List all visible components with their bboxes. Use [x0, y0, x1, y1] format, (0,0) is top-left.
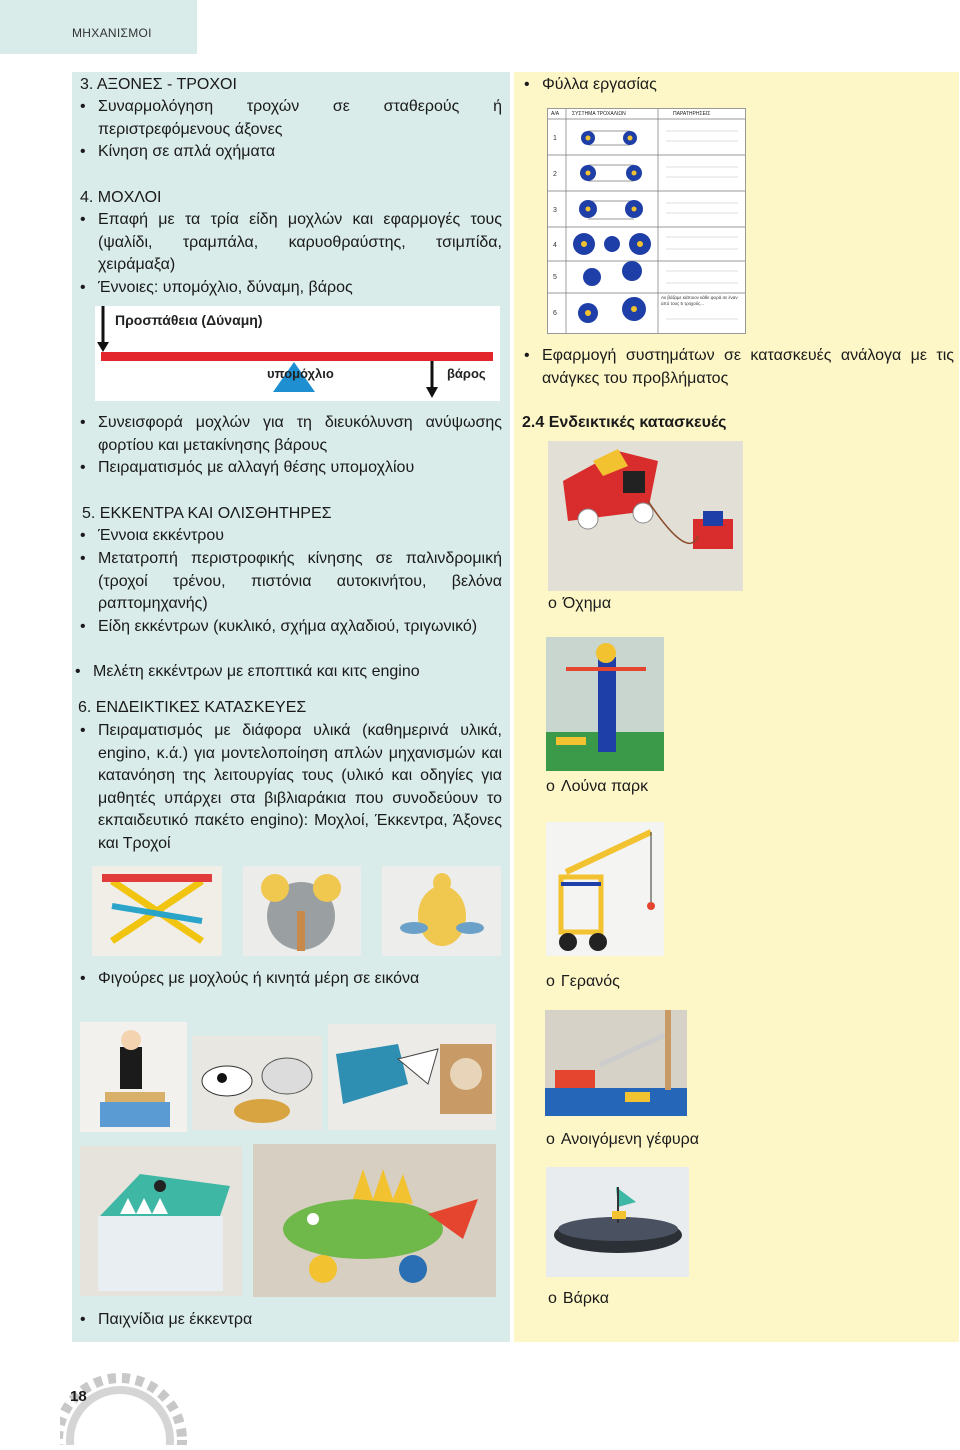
worksheet-image: [547, 108, 746, 334]
worksheet-row-5: 5: [553, 274, 557, 281]
section-5-bullet-4: • Μελέτη εκκέντρων με εποπτικά και κιτς engino: [93, 661, 503, 684]
constructions-heading: 2.4 Ενδεικτικές κατασκευές: [522, 414, 727, 431]
application-bullet: • Εφαρμογή συστημάτων σε κατασκευές ανάλογα με τις ανάγκες του προβλήματος: [542, 345, 954, 390]
section-4-bullet-3: • Συνεισφορά μοχλών για τη διευκόλυνση ανύψωσης φορτίου και μετακίνησης βάρους: [98, 412, 502, 457]
section-3-bullet-2: • Κίνηση σε απλά οχήματα: [98, 141, 502, 164]
amusement-park-photo: [546, 637, 664, 771]
item-vehicle: o Όχημα: [548, 595, 612, 612]
boat-photo: [546, 1167, 689, 1277]
item-amusement-park-label: Λούνα παρκ: [560, 778, 649, 795]
bear-figure-photo: [243, 866, 361, 956]
worksheets-bullet: • Φύλλα εργασίας: [542, 74, 952, 97]
section-4-bullet-4: • Πειραματισμός με αλλαγή θέσης υπομοχλίου: [98, 457, 502, 480]
section-title: ΜΗΧΑΝΙΣΜΟΙ: [72, 26, 152, 40]
worksheet-note: Αν βάζαμε κάποιον κάθε φορά σε έναν από τους 5 τροχούς...: [661, 295, 738, 306]
item-boat-label: Βάρκα: [562, 1290, 609, 1307]
item-crane: o Γερανός: [546, 973, 620, 990]
section-5-bullet-1: • Έννοια εκκέντρου: [98, 525, 502, 548]
item-opening-bridge: o Ανοιγόμενη γέφυρα: [546, 1131, 699, 1148]
section-4-title: 4. ΜΟΧΛΟΙ: [80, 189, 162, 206]
worksheet-row-6: 6: [553, 310, 557, 317]
section-5-bullet-2: • Μετατροπή περιστροφικής κίνησης σε παλινδρομική (τροχοί τρένου, πιστόνια αυτοκινήτου, βελόνα ραπτομηχανής): [98, 548, 502, 616]
crocodile-box-photo: [80, 1146, 242, 1296]
opening-bridge-photo: [545, 1010, 687, 1116]
section-5-bullet-3: • Είδη εκκέντρων (κυκλικό, σχήμα αχλαδιού, τριγωνικό): [98, 616, 502, 639]
businessman-figure-photo: [80, 1022, 187, 1132]
item-vehicle-label: Όχημα: [562, 595, 612, 612]
worksheet-col-notes: ΠΑΡΑΤΗΡΗΣΕΙΣ: [673, 111, 711, 117]
item-crane-label: Γερανός: [560, 973, 620, 990]
scissor-lift-photo: [92, 866, 222, 956]
fulcrum-label: υπομόχλιο: [267, 366, 334, 381]
section-6-title: 6. ΕΝΔΕΙΚΤΙΚΕΣ ΚΑΤΑΣΚΕΥΕΣ: [78, 699, 307, 716]
section-6-bullet-1: • Πειραματισμός με διάφορα υλικά (καθημερινά υλικά, engino, κ.ά.) για μοντελοποίηση απλών μηχανισμών και κατανόηση της λειτουργίας τους (υλικό και οδηγίες για μαθητές υπάρχει στα βιβλιαράκια που συνοδεύουν το εκπαιδευτικό πακέτο engino): Μοχλοί, Έκκεντρα, Άξονες και Τροχοί: [98, 720, 502, 855]
section-4-bullet-2: • Έννοιες: υπομόχλιο, δύναμη, βάρος: [98, 277, 502, 300]
worksheet-row-3: 3: [553, 207, 557, 214]
dragon-monkey-toys-photo: [328, 1024, 496, 1130]
lever-diagram: [95, 306, 500, 401]
load-label: βάρος: [447, 366, 486, 381]
vehicle-photo: [548, 441, 743, 591]
section-5-title: 5. ΕΚΚΕΝΤΡΑ ΚΑΙ ΟΛΙΣΘΗΤΗΡΕΣ: [82, 505, 332, 522]
section-3-title: 3. ΑΞΟΝΕΣ - ΤΡΟΧΟΙ: [80, 76, 237, 93]
worksheet-col-number: Α/Α: [551, 111, 560, 117]
section-header-tab: [0, 0, 197, 54]
page-number: 18: [70, 1388, 87, 1405]
item-opening-bridge-label: Ανοιγόμενη γέφυρα: [560, 1131, 699, 1148]
section-4-bullet-1: • Επαφή με τα τρία είδη μοχλών και εφαρμογές τους (ψαλίδι, τραμπάλα, καρυοθραύστης, τσιμπίδα, χειράμαξα): [98, 209, 502, 277]
item-amusement-park: o Λούνα παρκ: [546, 778, 649, 795]
effort-label: Προσπάθεια (Δύναμη): [115, 312, 263, 328]
section-3-bullet-1: • Συναρμολόγηση τροχών σε σταθερούς ή περιστρεφόμενους άξονες: [98, 96, 502, 141]
animal-toys-photo: [192, 1036, 322, 1130]
turtle-figure-photo: [382, 866, 501, 956]
section-6-bullet-3: • Παιχνίδια με έκκεντρα: [98, 1309, 502, 1332]
item-boat: o Βάρκα: [548, 1290, 609, 1307]
crane-photo: [546, 822, 664, 956]
worksheet-row-1: 1: [553, 135, 557, 142]
worksheet-row-4: 4: [553, 242, 557, 249]
section-6-bullet-2: • Φιγούρες με μοχλούς ή κινητά μέρη σε εικόνα: [98, 968, 502, 991]
crocodile-cart-photo: [253, 1144, 496, 1297]
worksheet-col-system: ΣΥΣΤΗΜΑ ΤΡΟΧΑΛΙΩΝ: [572, 111, 626, 117]
worksheet-row-2: 2: [553, 171, 557, 178]
